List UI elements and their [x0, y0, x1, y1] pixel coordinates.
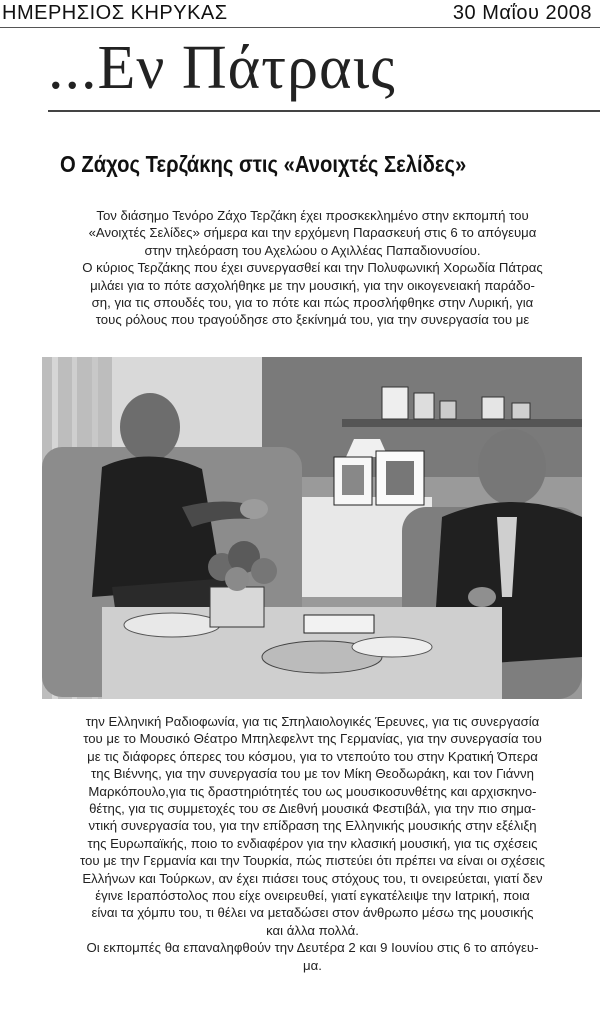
article-line: Οι εκπομπές θα επαναληφθούν την Δευτέρα 2 και 9 Ιουνίου στις 6 το απόγευ-	[86, 940, 539, 956]
article-line: και άλλα πολλά.	[266, 922, 359, 938]
article-line: με τις διάφορες όπερες του κόσμου, για το ντεπούτο του στην Κρατική Όπερα	[87, 748, 538, 764]
article-line: μα.	[303, 957, 322, 973]
newspaper-name: ΗΜΕΡΗΣΙΟΣ ΚΗΡΥΚΑΣ	[2, 1, 228, 24]
article-line: μιλάει για το πότε ασχολήθηκε με την μουσική, για την οικογενειακή παράδο-	[90, 277, 535, 293]
article-line: είναι τα χόμπυ του, τι θέλει να μεταδώσει στον άνθρωπο μέσω της μουσικής	[91, 905, 534, 921]
article-continuation	[40, 713, 585, 974]
article-intro	[40, 207, 585, 329]
section-title: ...Εν Πάτραις	[48, 34, 396, 102]
article-line: Ελλήνων και Τούρκων, αν έχει πιάσει τους στόχους του, τι ονειρεύεται, γιατί δεν	[82, 870, 543, 886]
article-line: έγινε Ιεραπόστολος που είχε ονειρευθεί, γιατί εγκατέλειψε την Ιατρική, ποια	[95, 888, 530, 904]
article-line: της Βιέννης, για την συνεργασία του με τον Μίκη Θεοδωράκη, και τον Γιάννη	[91, 766, 534, 782]
article-line: τους ρόλους που τραγούδησε στο ξεκίνημά του, για την συνεργασία του με	[95, 312, 530, 328]
article-line: θέτης, για τις συμμετοχές του σε Διεθνή μουσικά Φεστιβάλ, για την πιο σημα-	[89, 801, 536, 817]
article-line: στην τηλεόραση του Αχελώου ο Αχιλλέας Παπαδιονυσίου.	[144, 242, 481, 258]
article-line: της Ευρωπαϊκής, ποιο το ενδιαφέρον για την κλασική μουσική, για τις σχέσεις	[87, 835, 538, 851]
article-line: ση, για τις σπουδές του, για το πότε και πώς προσλήφθηκε στην Λυρική, για	[91, 295, 534, 311]
article-line: Τον διάσημο Τενόρο Ζάχο Τερζάκη έχει προσκεκλημένο στην εκπομπή του	[96, 208, 529, 223]
article-headline: Ο Ζάχος Τερζάκης στις «Ανοιχτές Σελίδες»	[60, 151, 467, 177]
photo-illustration	[42, 357, 582, 699]
article-line: ντική συνεργασία του, για την επίδραση της Ελληνικής μουσικής στην εξέλιξη	[88, 818, 537, 834]
article-line: του με την Γερμανία και την Τουρκία, πώς πιστεύει ότι πρέπει να είναι οι σχέσεις	[79, 853, 546, 869]
masthead	[0, 0, 600, 26]
article-line: Μαρκόπουλο,για τις δραστηριότητές του ως μουσικοσυνθέτης και αρχισκηνο-	[88, 783, 537, 799]
article-line: την Ελληνική Ραδιοφωνία, για τις Σπηλαιολογικές Έρευνες, για τις συνεργασία	[85, 714, 540, 729]
section-rule	[48, 110, 600, 112]
interview-photo	[42, 357, 582, 699]
article-line: Ο κύριος Τερζάκης που έχει συνεργασθεί και την Πολυφωνική Χορωδία Πάτρας	[82, 260, 543, 276]
article-line: του με το Μουσικό Θέατρο Μπηλεφελντ της Γερμανίας, για την συνεργασία του	[83, 731, 542, 747]
article-line: «Ανοιχτές Σελίδες» σήμερα και την ερχόμενη Παρασκευή στις 6 το απόγευμα	[88, 225, 537, 241]
issue-date: 30 Μαΐου 2008	[452, 1, 592, 24]
